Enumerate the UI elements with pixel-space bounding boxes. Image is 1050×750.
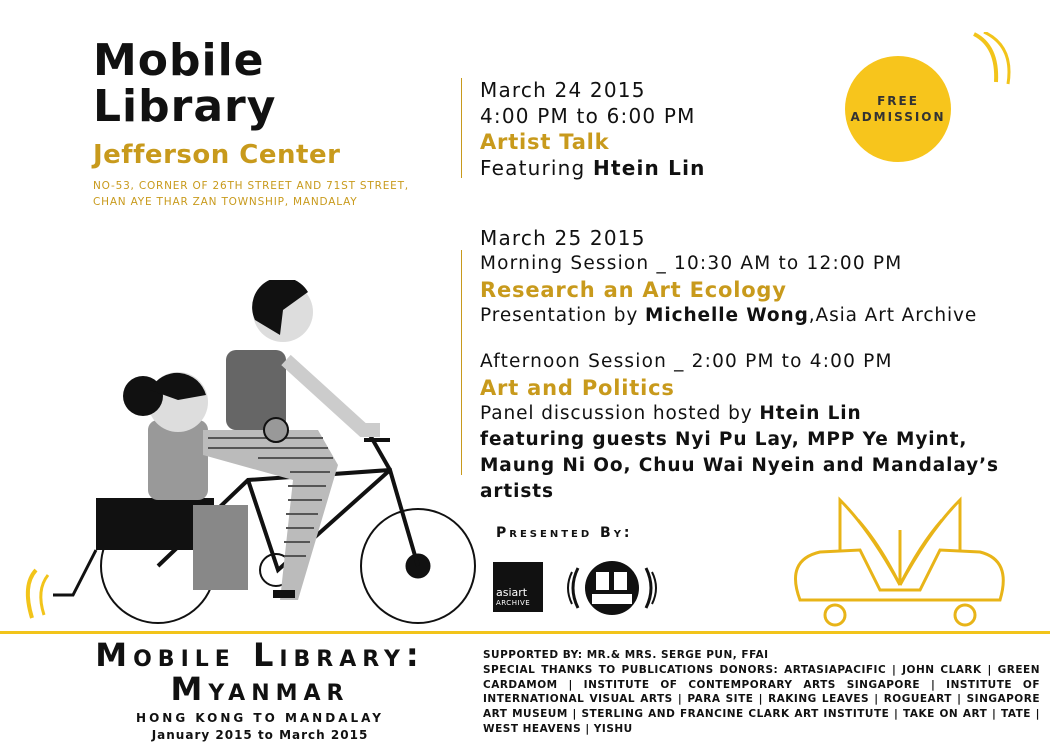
venue-name: Jefferson Center <box>93 140 341 170</box>
event2-date: March 25 2015 <box>480 226 646 250</box>
event1-featuring <box>480 155 706 181</box>
event1-divider <box>461 78 462 178</box>
afternoon-session-title: Art and Politics <box>480 376 675 400</box>
presented-by-label: Presented By: <box>496 525 633 541</box>
panel-guests: featuring guests Nyi Pu Lay, MPP Ye Myint, Maung Ni Oo, Chuu Wai Nyein and Mandalay’s artists <box>480 429 999 502</box>
presenter-org: ,Asia Art Archive <box>808 305 978 326</box>
presentation-prefix: Presentation by <box>480 305 646 326</box>
logo-aaa-line-2: ARCHIVE <box>496 599 531 607</box>
presenter-name: Michelle Wong <box>645 305 809 326</box>
sound-arcs-icon <box>968 32 1018 86</box>
title-line-2: Library <box>93 81 277 132</box>
afternoon-session-time: Afternoon Session _ 2:00 PM to 4:00 PM <box>480 351 893 372</box>
bicycle-riders-illustration <box>18 280 483 625</box>
event-2 <box>480 225 1045 505</box>
page-title <box>93 35 277 132</box>
footer-rule <box>0 631 1050 634</box>
logo-aaa-line-1: asiart <box>496 586 528 599</box>
mobile-library-logo <box>566 558 658 618</box>
address-line-2: CHAN AYE THAR ZAN TOWNSHIP, MANDALAY <box>93 196 358 208</box>
event1-time: 4:00 PM to 6:00 PM <box>480 104 696 128</box>
morning-presenter <box>480 303 1045 329</box>
footer-dates: January 2015 to March 2015 <box>151 728 369 742</box>
footer-title-line-1: Mobile Library: <box>95 636 425 674</box>
event-1 <box>480 77 706 181</box>
supporters-text <box>483 648 1040 737</box>
badge-line-1: FREE <box>877 94 919 108</box>
morning-session-time: Morning Session _ 10:30 AM to 12:00 PM <box>480 253 903 274</box>
footer-subtitle: HONG KONG TO MANDALAY <box>136 711 384 725</box>
morning-session-title: Research an Art Ecology <box>480 278 787 302</box>
panel-prefix: Panel discussion hosted by <box>480 403 760 424</box>
book-car-icon <box>780 490 1020 630</box>
asia-art-archive-logo <box>493 562 543 612</box>
panel-host: Htein Lin <box>759 403 862 424</box>
featuring-prefix: Featuring <box>480 156 593 180</box>
supported-by: SUPPORTED BY: MR.& MRS. SERGE PUN, FFAI <box>483 649 769 661</box>
featuring-name: Htein Lin <box>593 156 706 180</box>
event1-date: March 24 2015 <box>480 78 646 102</box>
title-line-1: Mobile <box>93 35 265 86</box>
address-line-1: NO-53, CORNER OF 26TH STREET AND 71ST STREET, <box>93 180 409 192</box>
footer-title-line-2: Myanmar <box>170 670 350 708</box>
badge-line-2: ADMISSION <box>850 110 946 124</box>
event1-title: Artist Talk <box>480 130 610 154</box>
special-thanks: SPECIAL THANKS TO PUBLICATIONS DONORS: ARTASIAPACIFIC | JOHN CLARK | GREEN CARDAMOM | INSTITUTE OF CONTEMPORARY ARTS SINGAPORE | INSTITUTE OF INTERNATIONAL VISUAL ARTS | PARA SITE | RAKING LEAVES | ROGUEART | SINGAPORE ART MUSEUM | STERLING AND FRANCINE CLARK ART INSTITUTE | TAKE ON ART | TATE | WEST HEAVENS | YISHU <box>483 663 1040 735</box>
free-admission-badge <box>845 56 951 162</box>
venue-address <box>93 178 409 210</box>
footer-title <box>40 638 480 706</box>
panel-host-line <box>480 401 1045 427</box>
